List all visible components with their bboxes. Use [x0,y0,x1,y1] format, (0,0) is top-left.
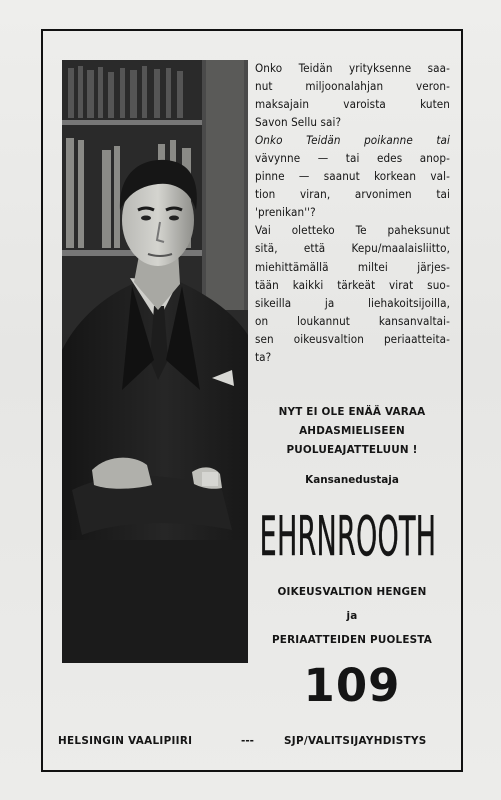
slogan-line: NYT EI OLE ENÄÄ VARAA [278,406,426,418]
paragraph-3-line: sitä, että Kepu/maalaisliitto, [255,241,450,256]
slogan-line: PUOLUEAJATTELUUN ! [286,444,418,456]
paragraph-2-line: pinne — saanut korkean val- [255,169,450,184]
paragraph-3-line: tään kaikki tärkeät virat suo- [255,277,450,292]
paragraph-3-line: miehittämällä miltei järjes- [255,259,450,274]
paragraph-3-line: sen oikeusvaltion periaatteita- [255,331,450,346]
slogan-line: AHDASMIELISEEN [299,425,405,437]
candidate-number: 109 [303,659,401,712]
footer-separator: --- [241,735,254,747]
paragraph-3-line: ta? [255,349,272,364]
portrait-illustration [62,60,248,663]
tagline-line: OIKEUSVALTION HENGEN [277,586,427,598]
slogan [252,403,452,460]
paragraph-2-line: vävynne — tai edes anop- [255,151,450,166]
paragraph-3-line: Vai oletteko Te paheksunut [255,223,450,238]
paragraph-3-line: sikeilla ja liehakoitsijoilla, [255,295,450,310]
tagline [252,580,452,652]
paragraph-2-line: Onko Teidän poikanne tai [255,133,450,148]
paragraph-2-line: tion viran, arvonimen tai [255,187,450,202]
paragraph-1-line: maksajain varoista kuten [255,97,450,112]
footer-district: HELSINGIN VAALIPIIRI [58,735,193,747]
candidate-portrait-photo [62,60,248,663]
tagline-line: ja [346,610,358,622]
body-copy [255,59,450,366]
paragraph-1-line: nut miljoonalahjan veron- [255,79,450,94]
paragraph-2-line: 'prenikan''? [255,205,316,220]
footer-association: SJP/VALITSIJAYHDISTYS [284,735,427,747]
candidate-title: Kansanedustaja [305,474,399,486]
candidate-name: EHRNROOTH [259,505,437,568]
tagline-line: PERIAATTEIDEN PUOLESTA [271,634,433,646]
paragraph-3-line: on loukannut kansanvaltai- [255,313,450,328]
paragraph-1-line: Onko Teidän yrityksenne saa- [255,61,450,75]
paragraph-1-line: Savon Sellu sai? [255,115,342,130]
